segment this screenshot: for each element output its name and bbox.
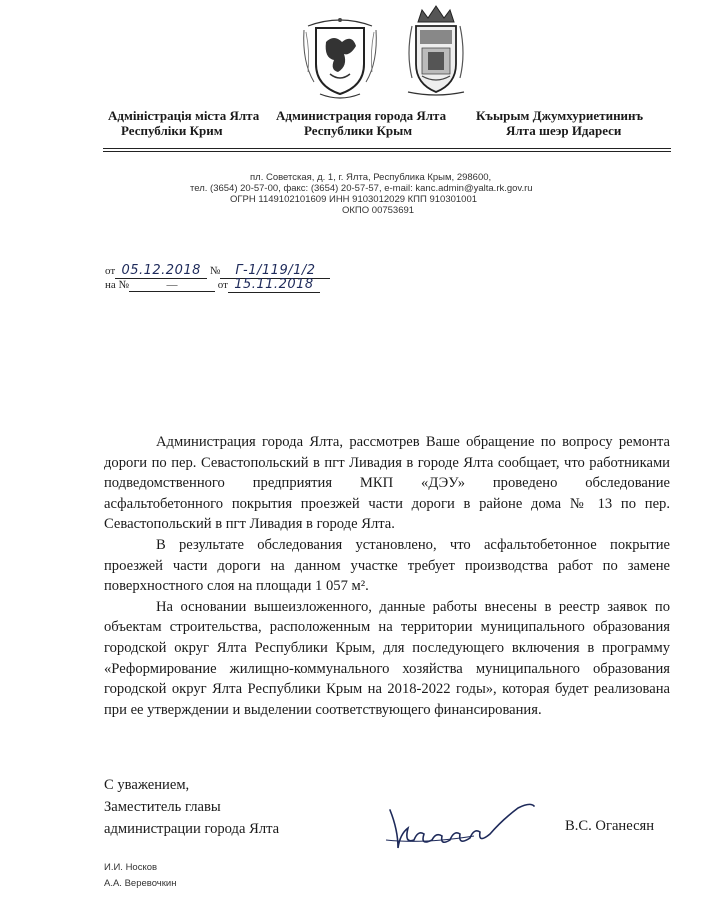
- header-divider-second: [103, 151, 671, 152]
- signer-position-line-2: администрации города Ялта: [104, 821, 280, 837]
- issuer-name-ukrainian: [108, 108, 259, 138]
- body-paragraph: На основании вышеизложенного, данные работы внесены в реестр заявок по объектам строительства, расположенным на территории муниципального образования городской округ Ялта Республики Крым, для последующего включения в программу «Реформирование жилищно-коммунального хозяйства муниципального образования городской округ Ялта Республики Крым на 2018-2022 годы», которая будет реализована при ее утверждении и выделении соответствующего финансирования.: [104, 598, 670, 718]
- issuer-ua-line-1: Адміністрація міста Ялта: [108, 108, 260, 123]
- issuer-name-crimean-tatar: [476, 108, 643, 138]
- contact-phone-email: тел. (3654) 20-57-00, факс: (3654) 20-57-57, e-mail: kanc.admin@yalta.rk.gov.ru: [190, 183, 533, 194]
- signer-position-line-1: Заместитель главы: [104, 799, 221, 815]
- number-label: №: [209, 265, 221, 277]
- executor-name: А.А. Веревочкин: [104, 878, 177, 889]
- closing-block: [104, 774, 279, 840]
- issuer-ua-line-2: Республіки Крим: [121, 123, 223, 138]
- issuer-ru-line-2: Республики Крым: [304, 123, 413, 138]
- header-divider: [103, 148, 671, 149]
- reply-date-label: от: [217, 279, 228, 291]
- issuer-crh-line-2: Ялта шеэр Идареси: [506, 123, 622, 138]
- contact-address: пл. Советская, д. 1, г. Ялта, Республика Крым, 298600,: [250, 172, 492, 183]
- executors-block: [104, 860, 176, 892]
- issuer-crh-line-1: Къырым Джумхуриетининъ: [476, 108, 644, 123]
- outgoing-number: Г-1/119/1/2: [220, 263, 330, 279]
- date-label: от: [105, 265, 116, 277]
- executor-name: И.И. Носков: [104, 862, 158, 873]
- signer-name: В.С. Оганесян: [565, 818, 655, 834]
- contact-block: [190, 172, 610, 216]
- outgoing-date: 05.12.2018: [115, 263, 207, 279]
- closing-regards: С уважением,: [104, 777, 190, 793]
- yalta-coat-of-arms-icon: [398, 4, 474, 98]
- crimea-coat-of-arms-icon: [300, 12, 380, 100]
- reply-date: 15.11.2018: [228, 277, 320, 293]
- issuer-ru-line-1: Администрация города Ялта: [276, 108, 447, 123]
- letter-body: [104, 432, 670, 720]
- reply-number-label: на №: [105, 279, 130, 291]
- reply-registration: [105, 277, 320, 293]
- body-paragraph: В результате обследования установлено, что асфальтобетонное покрытие проезжей части дороги на данном участке требует производства работ по замене поверхностного слоя на площади 1 057 м².: [104, 536, 670, 595]
- contact-okpo: ОКПО 00753691: [342, 205, 415, 216]
- reply-number: —: [129, 279, 215, 292]
- body-paragraph: Администрация города Ялта, рассмотрев Ваше обращение по вопросу ремонта дороги по пер. Севастопольский в пгт Ливадия в городе Ялта сообщает, что работниками подведомственного предприятия МКП «ДЭУ» проведено обследование асфальтобетонного покрытия проезжей части дороги в районе дома № 13 по пер. Севастопольский в пгт Ливадия в городе Ялта.: [104, 434, 670, 533]
- handwritten-signature: [384, 800, 536, 860]
- contact-registry-codes: ОГРН 1149102101609 ИНН 9103012029 КПП 910301001: [230, 194, 478, 205]
- issuer-name-russian: [276, 108, 446, 138]
